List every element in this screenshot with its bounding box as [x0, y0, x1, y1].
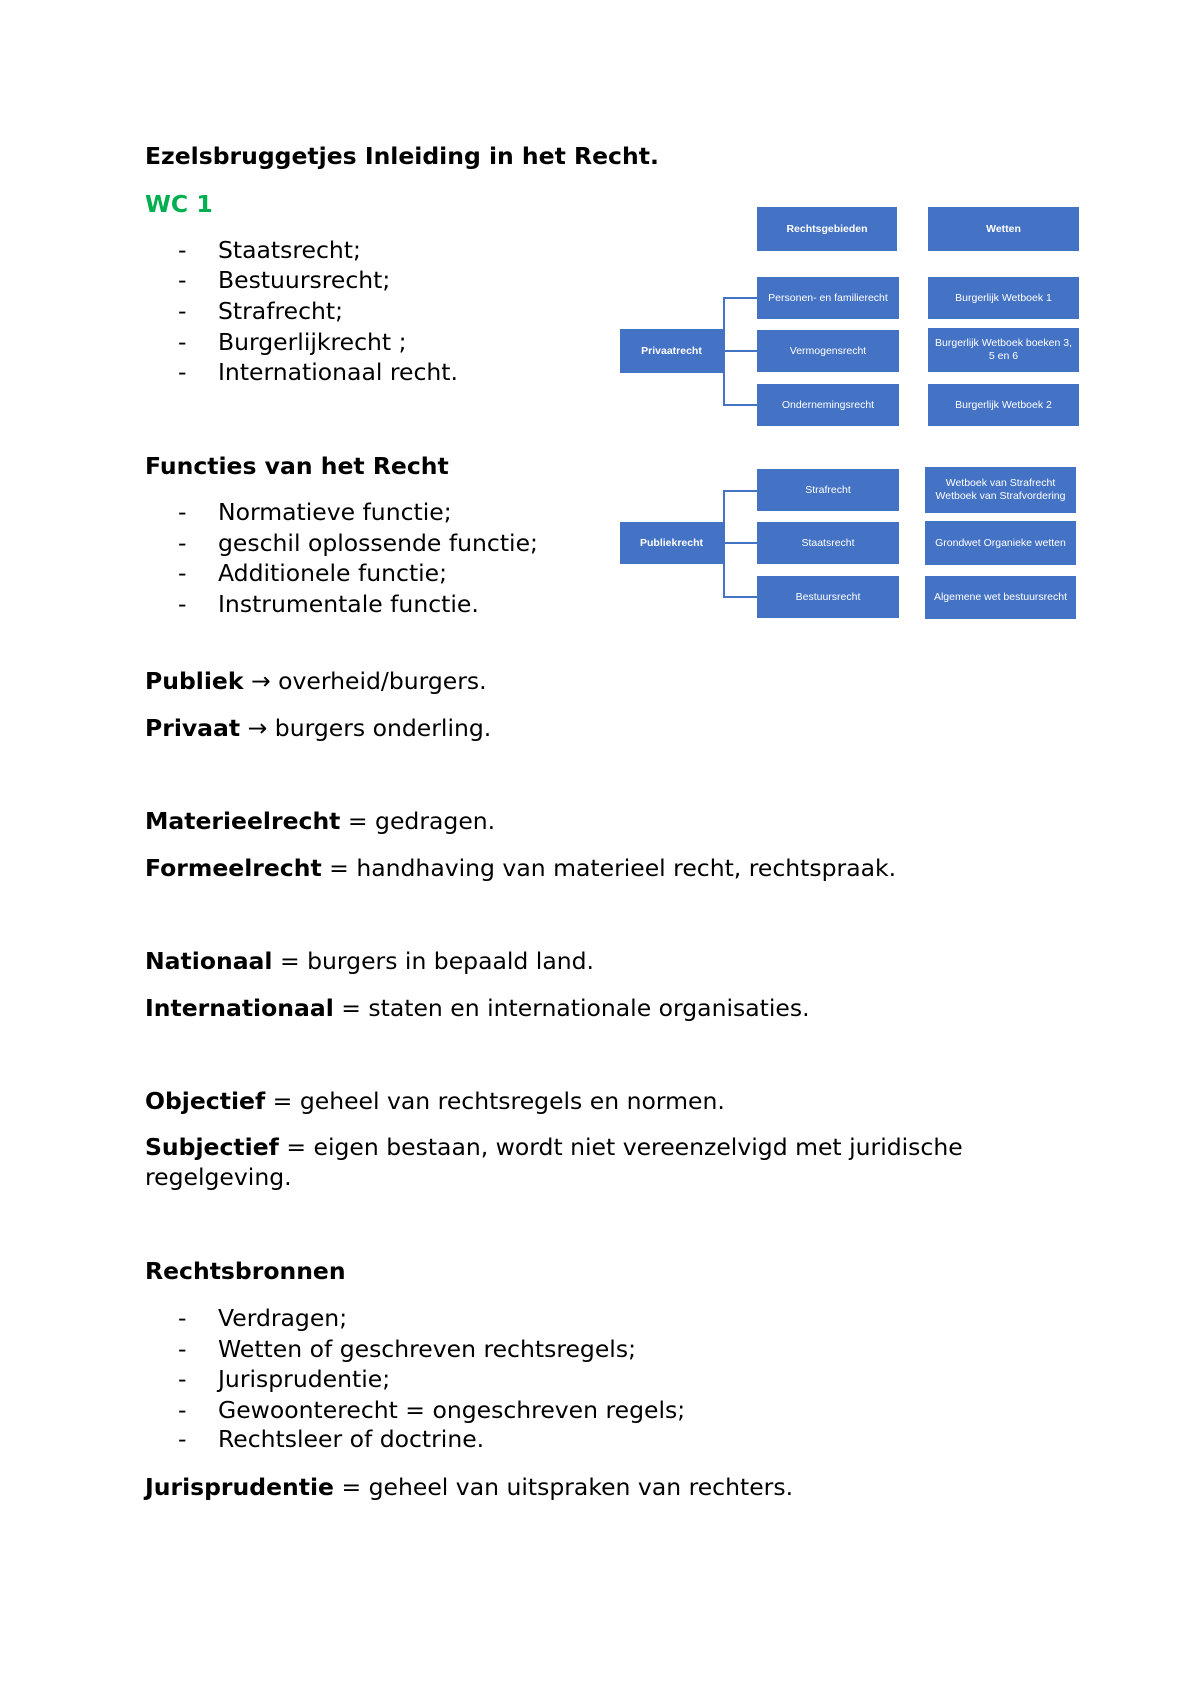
definition-text: = eigen bestaan, wordt niet vereenzelvigd met juridische regelgeving. [145, 1133, 963, 1191]
definition-subjectief [145, 1132, 1025, 1192]
list-item-text: Bestuursrecht; [218, 266, 391, 294]
definition-objectief [145, 1086, 725, 1116]
diagram-root-privaatrecht: Privaatrecht [620, 329, 723, 373]
definition-text: overheid/burgers. [270, 667, 487, 695]
diagram-connector [723, 350, 757, 352]
definition-jurisprudentie [145, 1472, 793, 1502]
definition-term: Subjectief [145, 1133, 279, 1161]
list-item-text: Instrumentale functie. [218, 590, 479, 618]
definition-materieel [145, 806, 495, 836]
diagram-root-publiekrecht: Publiekrecht [620, 522, 723, 564]
definition-term: Internationaal [145, 994, 334, 1022]
diagram-branch-box: Strafrecht [757, 469, 899, 511]
definition-text: burgers onderling. [267, 714, 492, 742]
list-item-text: Strafrecht; [218, 297, 344, 325]
diagram-law-box: Wetboek van Strafrecht Wetboek van Strafvordering [925, 467, 1076, 513]
list-dash: - [178, 1425, 187, 1453]
definition-term: Jurisprudentie [145, 1473, 334, 1501]
page-title: Ezelsbruggetjes Inleiding in het Recht. [145, 142, 659, 170]
list-item-text: Additionele functie; [218, 559, 448, 587]
definition-publiek [145, 666, 487, 696]
list-item-text: Jurisprudentie; [218, 1365, 391, 1393]
list-dash: - [178, 266, 187, 294]
list-item-text: Staatsrecht; [218, 236, 361, 264]
list-item-text: Wetten of geschreven rechtsregels; [218, 1335, 636, 1363]
list-item-text: Verdragen; [218, 1304, 348, 1332]
definition-term: Objectief [145, 1087, 266, 1115]
list-dash: - [178, 590, 187, 618]
list-dash: - [178, 559, 187, 587]
list-dash: - [178, 1365, 187, 1393]
definition-text: = gedragen. [340, 807, 496, 835]
list-item-text: Internationaal recht. [218, 358, 458, 386]
diagram-connector [723, 490, 757, 492]
list-item-text: Normatieve functie; [218, 498, 452, 526]
list-item-text: Rechtsleer of doctrine. [218, 1425, 485, 1453]
definition-term: Formeelrecht [145, 854, 322, 882]
definition-text: = geheel van uitspraken van rechters. [333, 1473, 794, 1501]
definition-term: Nationaal [145, 947, 273, 975]
diagram-law-box: Burgerlijk Wetboek 1 [928, 277, 1079, 319]
definition-term: Publiek [145, 667, 244, 695]
diagram-law-box: Burgerlijk Wetboek boeken 3, 5 en 6 [928, 328, 1079, 372]
diagram-law-box: Algemene wet bestuursrecht [925, 576, 1076, 619]
diagram-law-box: Burgerlijk Wetboek 2 [928, 384, 1079, 426]
definition-term: Materieelrecht [145, 807, 341, 835]
list-item-text: Burgerlijkrecht ; [218, 328, 407, 356]
list-dash: - [178, 1335, 187, 1363]
diagram-branch-box: Ondernemingsrecht [757, 384, 899, 426]
list-dash: - [178, 1304, 187, 1332]
list-dash: - [178, 529, 187, 557]
definition-text: = burgers in bepaald land. [272, 947, 595, 975]
section-heading-rechtsbronnen: Rechtsbronnen [145, 1257, 346, 1285]
list-item-text: geschil oplossende functie; [218, 529, 538, 557]
diagram-branch-box: Staatsrecht [757, 522, 899, 564]
diagram-connector [723, 542, 757, 544]
definition-formeel [145, 853, 896, 883]
section-heading-functies: Functies van het Recht [145, 452, 449, 480]
arrow-icon: → [250, 667, 271, 695]
diagram-header-rechtsgebieden: Rechtsgebieden [757, 207, 897, 251]
list-dash: - [178, 328, 187, 356]
diagram-connector [723, 596, 757, 598]
diagram-branch-box: Bestuursrecht [757, 576, 899, 618]
list-dash: - [178, 498, 187, 526]
list-item-text: Gewoonterecht = ongeschreven regels; [218, 1396, 686, 1424]
list-dash: - [178, 297, 187, 325]
diagram-branch-box: Personen- en familierecht [757, 277, 899, 319]
definition-internationaal [145, 993, 810, 1023]
list-dash: - [178, 1396, 187, 1424]
definition-privaat [145, 713, 491, 743]
list-dash: - [178, 236, 187, 264]
definition-text: = handhaving van materieel recht, rechtspraak. [321, 854, 897, 882]
diagram-connector [723, 297, 757, 299]
definition-text: = geheel van rechtsregels en normen. [265, 1087, 725, 1115]
list-dash: - [178, 358, 187, 386]
definition-term: Privaat [145, 714, 241, 742]
section-heading-wc1: WC 1 [145, 190, 213, 218]
diagram-connector [723, 404, 757, 406]
definition-nationaal [145, 946, 594, 976]
diagram-law-box: Grondwet Organieke wetten [925, 521, 1076, 565]
diagram-header-wetten: Wetten [928, 207, 1079, 251]
arrow-icon: → [247, 714, 268, 742]
diagram-branch-box: Vermogensrecht [757, 330, 899, 372]
definition-text: = staten en internationale organisaties. [333, 994, 810, 1022]
